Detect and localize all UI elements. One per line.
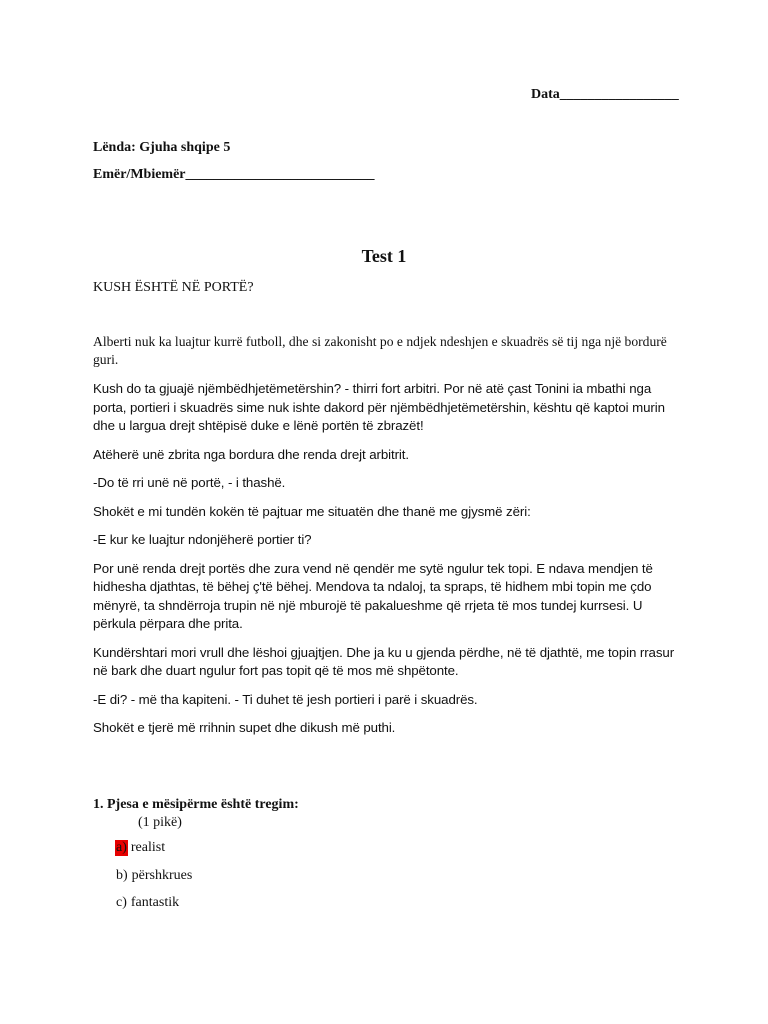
story-title: KUSH ËSHTË NË PORTË? [93,280,254,295]
story-paragraph: Shokët e tjerë më rrihnin supet dhe dikush më puthi. [93,720,396,735]
answer-option-a [115,840,165,856]
option-text-b: përshkrues [131,868,193,883]
test-title: Test 1 [361,246,407,266]
story-paragraph: -E di? - më tha kapiteni. - Ti duhet të jesh portieri i parë i skuadrës. [93,691,478,707]
option-text-c: fantastik [130,895,180,910]
answer-option-b [115,868,192,884]
name-field-line: Emër/Mbiemër___________________________ [93,167,375,182]
story-paragraph: -Do të rri unë në portë, - i thashë. [93,475,286,490]
option-text-a: realist [130,840,166,855]
date-field-line: Data_________________ [531,87,679,102]
question-1-text: 1. Pjesa e mësipërme është tregim: [93,797,299,812]
option-letter-a: a) [116,840,127,855]
story-paragraph: Alberti nuk ka luajtur kurrë futboll, dhe si zakonisht po e ndjek ndeshjen e skuadrës së tij nga një bordurë guri. [93,334,667,367]
story-paragraph: Shokët e mi tundën kokën të pajtuar me situatën dhe thanë me gjysmë zëri: [93,503,531,519]
story-paragraph: Kush do ta gjuajë njëmbëdhjetëmetërshin? - thirri fort arbitri. Por në atë çast Tonini ia mbathi nga porta, portieri i skuadrës sime nuk ishte dakord për njëmbëdhjetëmetërshin, kështu që kaptoi murin dhe u largua drejt shtëpisë duke e lënë portën të zbrazët! [93,381,665,433]
option-letter-c: c) [116,895,127,910]
question-1-points: (1 pikë) [138,815,182,830]
option-letter-b: b) [116,868,128,883]
subject-label: Lënda: Gjuha shqipe 5 [93,140,231,155]
story-paragraph: Atëherë unë zbrita nga bordura dhe renda drejt arbitrit. [93,446,409,462]
answer-option-c [115,895,179,911]
story-paragraph: Kundërshtari mori vrull dhe lëshoi gjuajtjen. Dhe ja ku u gjenda përdhe, në të djathtë, me topin rrasur në bark dhe duart ngulur fort pas topit që të mos më shpëtonte. [93,644,675,678]
story-paragraph: -E kur ke luajtur ndonjëherë portier ti? [93,532,312,547]
story-paragraph: Por unë renda drejt portës dhe zura vend në qendër me sytë ngulur tek topi. E ndava mendjen të hidhesha djathtas, të bëhej ç'të bëhej. Mendova ta ndaloj, ta spraps, të hidhem mbi topin me çdo mënyrë, ta shndërroja trupin në një mburojë të pakalueshme që rrjeta të mos tundej kurrsesi. U përkula përpara dhe prita. [93,560,653,631]
story-text [93,333,678,748]
